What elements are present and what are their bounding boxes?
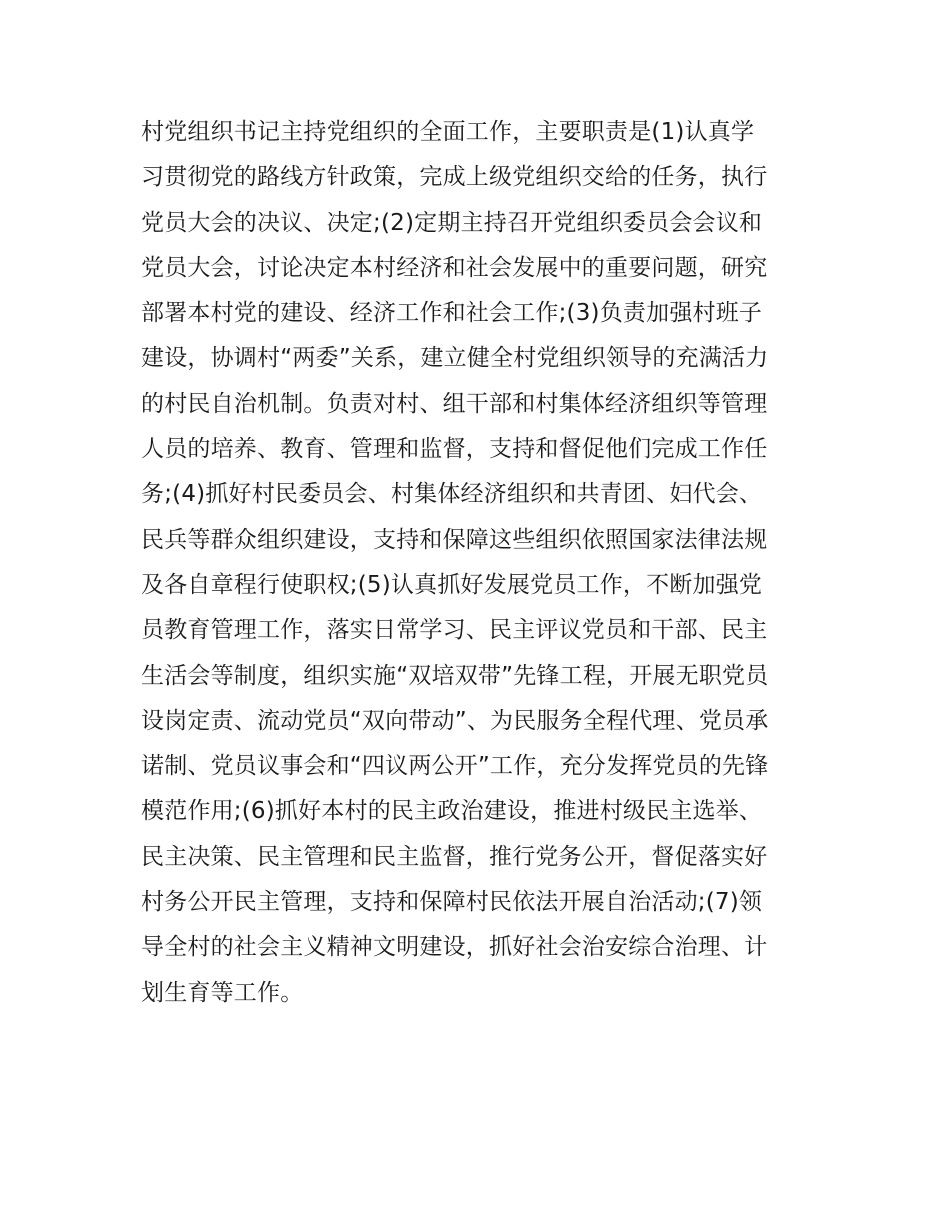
text-line-3: 党员大会的决议、决定;(2)定期主持召开党组织委员会会议和	[141, 209, 763, 236]
text-line-16: 模范作用;(6)抓好本村的民主政治建设，推进村级民主选举、	[141, 798, 763, 825]
text-line-1: 村党组织书记主持党组织的全面工作，主要职责是(1)认真学	[141, 119, 755, 145]
document-body	[141, 110, 821, 1016]
text-line-13: 生活会等制度，组织实施“双培双带”先锋工程，开展无职党员	[141, 662, 769, 689]
text-line-8: 人员的培养、教育、管理和监督，支持和督促他们完成工作任	[141, 436, 768, 463]
text-line-5: 部署本村党的建设、经济工作和社会工作;(3)负责加强村班子	[141, 300, 763, 327]
text-line-12: 员教育管理工作，落实日常学习、民主评议党员和干部、民主	[141, 617, 768, 644]
text-line-10: 民兵等群众组织建设，支持和保障这些组织依照国家法律法规	[141, 526, 768, 553]
text-line-20: 划生育等工作。	[141, 979, 304, 1006]
text-line-11: 及各自章程行使职权;(5)认真抓好发展党员工作，不断加强党	[141, 571, 763, 598]
text-line-7: 的村民自治机制。负责对村、组干部和村集体经济组织等管理	[141, 390, 768, 417]
text-line-14: 设岗定责、流动党员“双向带动”、为民服务全程代理、党员承	[141, 707, 769, 734]
text-line-6: 建设，协调村“两委”关系，建立健全村党组织领导的充满活力	[141, 345, 769, 372]
text-line-4: 党员大会，讨论决定本村经济和社会发展中的重要问题，研究	[141, 254, 768, 281]
text-line-9: 务;(4)抓好村民委员会、村集体经济组织和共青团、妇代会、	[141, 481, 763, 508]
text-line-17: 民主决策、民主管理和民主监督，推行党务公开，督促落实好	[141, 843, 768, 870]
text-line-19: 导全村的社会主义精神文明建设，抓好社会治安综合治理、计	[141, 934, 768, 961]
text-line-15: 诺制、党员议事会和“四议两公开”工作，充分发挥党员的先锋	[141, 753, 769, 780]
text-line-2: 习贯彻党的路线方针政策，完成上级党组织交给的任务，执行	[141, 164, 768, 191]
text-line-18: 村务公开民主管理，支持和保障村民依法开展自治活动;(7)领	[141, 889, 763, 916]
